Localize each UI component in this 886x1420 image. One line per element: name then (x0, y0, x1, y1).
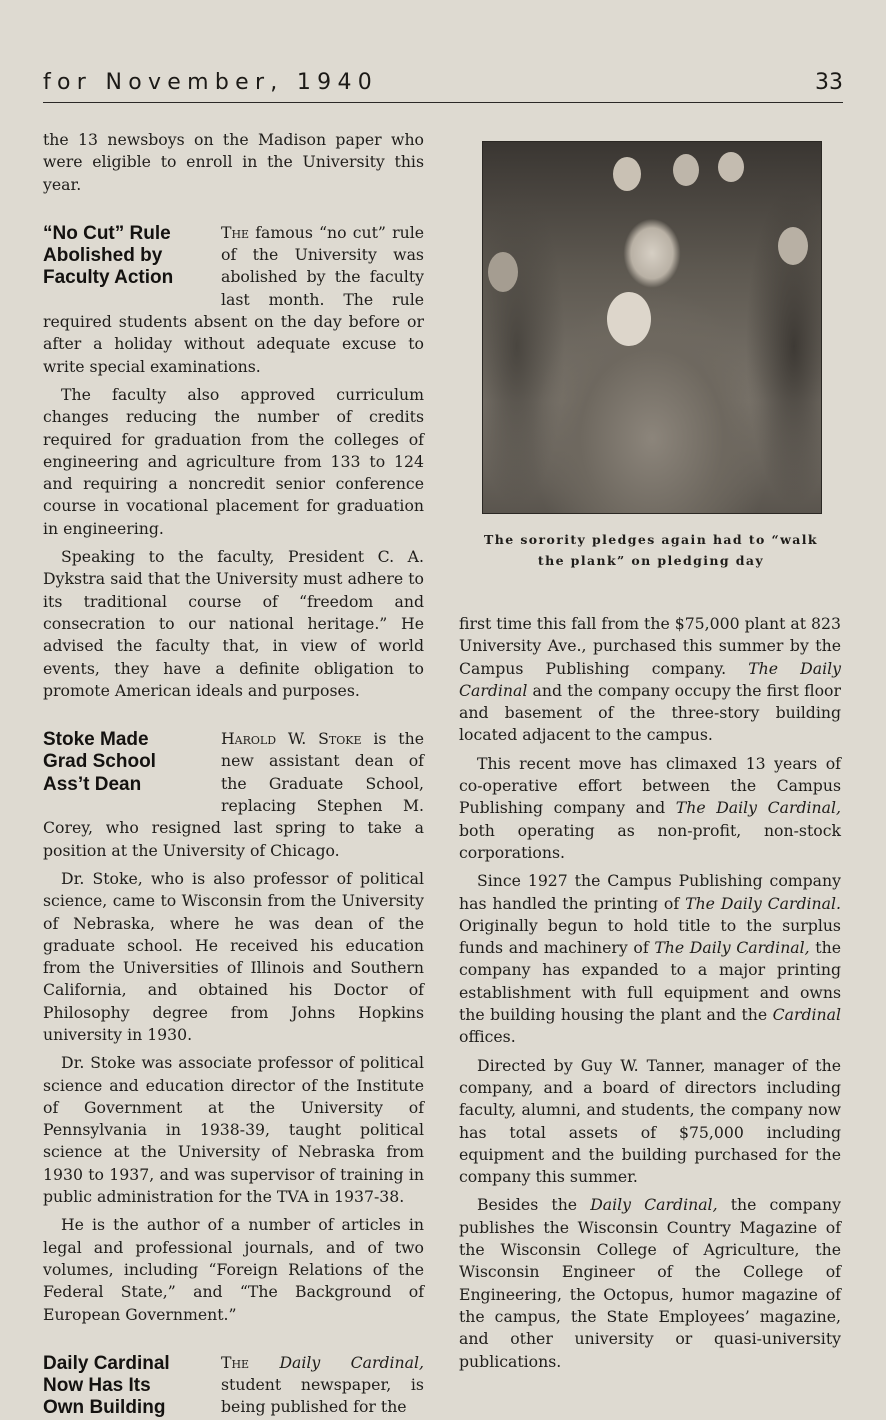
article-heading (43, 728, 211, 796)
lead-in-caps: Harold W. Stoke (221, 729, 362, 749)
article-paragraph (459, 753, 841, 864)
article-stoke-dean (43, 728, 424, 1326)
paragraph-text: student newspaper, is being published for the (221, 1375, 424, 1417)
publication-name: Daily Cardinal, (279, 1352, 424, 1372)
crowd-face (778, 227, 808, 265)
running-header (43, 70, 843, 103)
publication-name: The Daily Cardinal (459, 658, 841, 700)
article-paragraph: Dr. Stoke, who is also professor of political science, came to Wisconsin from the University of Nebraska, where he was dean of the graduate school. He received his education from the Universities of Illinois and Southern California, and obtained his Doctor of Philosophy degree from Johns Hopkins university in 1930. (43, 868, 424, 1044)
heading-line: Now Has Its (43, 1375, 151, 1397)
heading-line: Grad School (43, 751, 156, 773)
article-paragraph: The faculty also approved curriculum changes reducing the number of credits required for graduation from the colleges of engineering and agriculture from 133 to 124 and requiring a noncredit senior conference course in vocational placement for graduation in engineering. (43, 384, 424, 538)
lead-in-caps: The (221, 222, 250, 242)
heading-line: Own Building (43, 1397, 166, 1419)
heading-line: Faculty Action (43, 267, 174, 289)
sorority-pledges-photo (482, 141, 822, 514)
paragraph-text: is the new assistant dean of the Graduate School, replacing Stephen M. Corey, who resigned last spring to take a position at the University of Chicago. (43, 729, 424, 860)
heading-line: Stoke Made (43, 729, 149, 751)
article-heading (43, 222, 211, 290)
article-paragraph (459, 870, 841, 1048)
article-paragraph: Dr. Stoke was associate professor of political science and education director of the Institute of Government at the University of Pennsylvania in 1938-39, taught political science at the University of Nebraska from 1930 to 1937, and was supervisor of training in public administration for the TVA in 1937-38. (43, 1053, 424, 1207)
publication-name: The Daily Cardinal, (675, 798, 842, 818)
article-paragraph: Directed by Guy W. Tanner, manager of the company, and a board of directors including faculty, alumni, and students, the company now has total assets of $75,000 including equipment and the building purchased for the company this summer. (459, 1055, 841, 1187)
lead-in-caps: The (221, 1352, 250, 1372)
paragraph-text: and the company occupy the first floor and basement of the three-story building located adjacent to the campus. (459, 680, 841, 745)
paragraph-text: first time this fall from the $75,000 plant at 823 University Ave., purchased this summer by the Campus Publishing company. (459, 614, 841, 678)
publication-name: Daily Cardinal, (590, 1195, 718, 1215)
article-paragraph: He is the author of a number of articles in legal and professional journals, and of two volumes, including “Foreign Relations of the Federal State,” and “The Background of European Government.” (43, 1215, 424, 1324)
heading-line: Abolished by (43, 245, 163, 267)
publication-name: Cardinal (772, 1005, 841, 1025)
continuation-paragraph: the 13 newsboys on the Madison paper who were eligible to enroll in the University this year. (43, 130, 424, 194)
paragraph-text: the company has expanded to a major printing establishment with full equipment and owns the building housing the plant and the (459, 938, 841, 1025)
paragraph-text: offices. (459, 1027, 516, 1047)
photo-caption: The sorority pledges again had to “walk the plank” on pledging day (484, 532, 818, 568)
smiling-woman-face (607, 292, 651, 346)
paragraph-text: both operating as non-profit, non-stock corporations. (459, 820, 841, 862)
page-number: 33 (815, 70, 843, 95)
article-no-cut-rule (43, 222, 424, 702)
crowd-face (488, 252, 518, 292)
publication-name: The Daily Cardinal, (654, 938, 810, 958)
right-column (459, 613, 841, 1379)
heading-line: “No Cut” Rule (43, 222, 171, 244)
paragraph-text: Originally begun to hold title to the surplus funds and machinery of (459, 915, 841, 958)
publication-name: The Daily Cardinal. (685, 893, 841, 913)
heading-line: Daily Cardinal (43, 1352, 170, 1374)
running-title: for November, 1940 (43, 70, 379, 95)
article-heading (43, 1352, 211, 1420)
article-paragraph (459, 613, 841, 747)
paragraph-text: Since 1927 the Campus Publishing company has handled the printing of (459, 871, 841, 913)
article-paragraph (459, 1194, 841, 1372)
crowd-face (718, 152, 744, 182)
heading-line: Ass’t Dean (43, 773, 142, 795)
paragraph-text: Besides the (477, 1195, 591, 1215)
paragraph-text: This recent move has climaxed 13 years of co-operative effort between the Campus Publishing company and (459, 753, 841, 818)
crowd-face (673, 154, 699, 186)
article-paragraph: Speaking to the faculty, President C. A. Dykstra said that the University must adhere to its traditional course of “freedom and consecration to our national heritage.” He advised the faculty that, in view of world events, they have a definite obligation to promote American ideals and purposes. (43, 547, 424, 700)
article-cardinal-building (43, 1352, 424, 1419)
paragraph-text: the company publishes the Wisconsin Country Magazine of the Wisconsin College of Agriculture, the Wisconsin Engineer of the College of Engineering, the Octopus, humor magazine of the campus, the State Employees’ magazine, and other university or quasi-university publications. (459, 1195, 841, 1371)
paragraph-text: famous “no cut” rule of the University was abolished by the faculty last month. The rule required students absent on the day before or after a holiday without adequate excuse to write special examinations. (43, 222, 424, 376)
crowd-face (613, 157, 641, 191)
left-column (43, 129, 424, 1420)
